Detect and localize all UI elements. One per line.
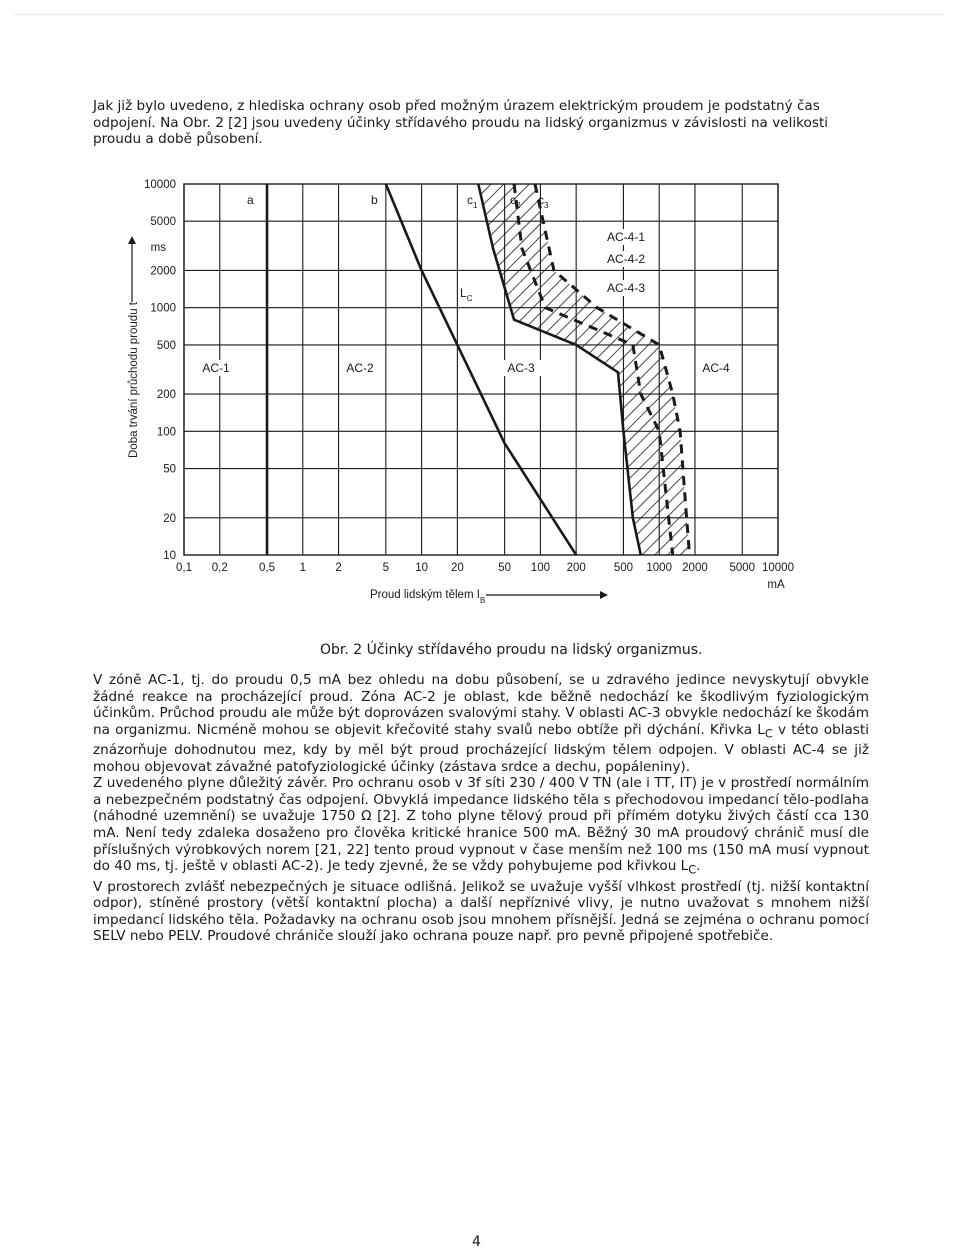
- curve-label-b: b: [371, 193, 378, 207]
- y-axis-title: Doba trvání průchodu proudu t: [128, 302, 140, 458]
- x-tick-label: 20: [450, 562, 464, 574]
- x-axis-title: Proud lidským tělem $I_B$: [370, 589, 486, 605]
- y-tick-label: 10000: [144, 179, 176, 191]
- para-zones-b: v této oblasti znázorňuje dohodnutou mez, kdy by měl být proud procházející lidským tělem odpojen. V oblasti AC-4 se již mohou objevovat závažné patofyziologické účinky (zástava srdce a dechu, popáleniny).: [93, 721, 869, 775]
- subzone-label: AC-4-1: [606, 230, 646, 244]
- para-zones-a: V zóně AC-1, tj. do proudu 0,5 mA bez ohledu na dobu působení, se u zdravého jedince nevyskytují obvykle žádné reakce na procházející proud. Zóna AC-2 je oblast, kde běžně nedochází ke škodlivým fyziologickým účinkům. Průchod proudu ale může být doprovázen svalovými stahy. V oblasti AC-3 obvykle nedochází ke škodám na organizmu. Nicméně mohou se objevit křečovité stahy svalů nebo obtíže při dýchání. Křivka L: [93, 672, 869, 738]
- x-tick-label: 500: [613, 562, 634, 574]
- x-tick-label: 5000: [729, 562, 756, 574]
- curve-label-c2: $c_2$: [510, 193, 521, 210]
- y-tick-label: 10: [163, 550, 176, 562]
- zone-label: AC-3: [507, 361, 535, 375]
- subzone-label: AC-4-2: [606, 252, 646, 266]
- zone-label: AC-2: [346, 361, 374, 375]
- y-tick-label: 200: [156, 389, 176, 402]
- curve-label-sub: 3: [544, 201, 549, 210]
- curve-label-sub: 2: [516, 201, 521, 210]
- y-tick-label: 500: [156, 339, 176, 352]
- y-tick-label: 2000: [150, 265, 176, 278]
- x-unit-label: mA: [767, 579, 785, 591]
- paragraph-special: [93, 879, 869, 945]
- y-tick-label: 5000: [150, 216, 176, 229]
- curve-label-lc: $L_C$: [460, 286, 473, 303]
- paragraph-conclusion: [93, 775, 869, 878]
- body-text: [93, 672, 869, 945]
- x-tick-label: 200: [566, 562, 586, 574]
- y-tick-label: 20: [163, 512, 176, 525]
- x-tick-label: 0,5: [259, 562, 276, 574]
- x-tick-label: 2: [335, 562, 342, 574]
- x-tick-label: 100: [530, 562, 550, 574]
- x-tick-label: 0,1: [176, 562, 192, 574]
- x-tick-label: 0,2: [211, 562, 228, 574]
- paragraph-zones: [93, 672, 869, 775]
- figure-caption: Obr. 2 Účinky střídavého proudu na lidský organizmus.: [320, 642, 703, 658]
- chart-grid: [184, 184, 778, 555]
- y-tick-label: 100: [156, 426, 176, 439]
- plot-frame: [184, 184, 778, 555]
- para-concl-b: .: [696, 858, 701, 875]
- x-tick-label: 1000: [646, 562, 672, 574]
- x-axis-arrowhead: [600, 591, 608, 599]
- para-zones-sub: C: [764, 726, 773, 741]
- zone-label: AC-4: [702, 361, 730, 375]
- curve-label-c3: $c_3$: [538, 193, 549, 210]
- x-tick-label: 10000: [762, 562, 794, 574]
- y-axis-arrowhead: [128, 236, 136, 244]
- para-concl-sub: C: [688, 862, 697, 877]
- curve-b: [386, 184, 576, 555]
- para-concl-a: Z uvedeného plyne důležitý závěr. Pro ochranu osob v 3f síti 230 / 400 V TN (ale i TT, IT) je v prostředí normálním a nebezpečném podstatný čas odpojení. Obvyklá impedance lidského těla s přechodovou impedancí tělo-podlaha (náhodné uzemnění) se uvažuje 1750 Ω [2]. Z toho plyne tělový proud při přímém dotyku živých částí cca 130 mA. Není tedy zdaleka dosaženo pro člověka kritické hranice 500 mA. Běžný 30 mA proudový chránič musí dle příslušných výrobkových norem [21, 22] tento proud vypnout v čase menším než 100 ms (150 mA musí vypnout do 40 ms, tj. ještě v oblasti AC-2). Je tedy zjevné, že se vždy pohybujeme pod křivkou L: [93, 775, 869, 875]
- y-tick-label: 50: [163, 463, 176, 476]
- y-unit-label: ms: [150, 242, 166, 254]
- page-number: 4: [472, 1234, 481, 1250]
- intro-paragraph: Jak již bylo uvedeno, z hlediska ochrany osob před možným úrazem elektrickým proudem je podstatný čas odpojení. Na Obr. 2 [2] jsou uvedeny účinky střídavého proudu na lidský organizmus v závislosti na velikosti proudu a době působení.: [93, 98, 829, 148]
- curve-label-lc-sub: C: [466, 294, 473, 303]
- subzone-label: AC-4-3: [606, 281, 646, 295]
- curve-label-a: a: [247, 193, 254, 207]
- x-tick-label: 5: [382, 562, 390, 574]
- zone-label: AC-1: [202, 361, 230, 375]
- x-tick-label: 50: [498, 562, 512, 574]
- curve-label-sub: 1: [473, 201, 478, 210]
- para-special: V prostorech zvlášť nebezpečných je situace odlišná. Jelikož se uvažuje vyšší vlhkost prostředí (tj. nižší kontaktní odpor), stíněné prostory (větší kontaktní plocha) a další nepříznivé vlivy, je nutno uvažovat s mnohem nižší impedancí lidského těla. Požadavky na ochranu osob jsou mnohem přísnější. Jedná se zejména o ochranu pomocí SELV nebo PELV. Proudové chrániče slouží jako ochrana pouze např. pro pevně připojené spotřebiče.: [93, 878, 869, 945]
- y-tick-label: 1000: [150, 302, 176, 315]
- x-tick-label: 2000: [682, 562, 708, 574]
- chart-labels: [128, 179, 794, 605]
- x-axis-title-sub: B: [479, 596, 486, 605]
- x-tick-label: 10: [415, 562, 428, 574]
- curve-label-c1: $c_1$: [467, 193, 478, 210]
- x-tick-label: 1: [299, 562, 307, 574]
